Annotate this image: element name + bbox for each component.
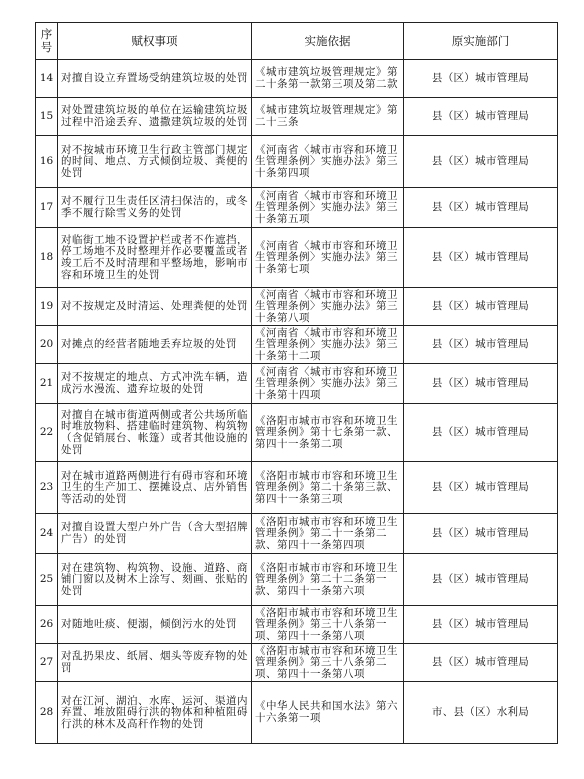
row-seq-no: 15 bbox=[36, 98, 58, 136]
row-department: 县（区）城市管理局 bbox=[404, 188, 558, 228]
table-header-row bbox=[36, 23, 558, 60]
row-seq-no: 14 bbox=[36, 60, 58, 98]
row-matter: 对在江河、湖泊、水库、运河、渠道内弃置、堆放阻碍行洪的物体和种植阻碍行洪的林木及高秆作物的处罚 bbox=[58, 682, 252, 744]
row-matter: 对不按规定及时清运、处理粪便的处罚 bbox=[58, 288, 252, 326]
row-basis: 《中华人民共和国水法》第六十六条第一项 bbox=[252, 682, 404, 744]
row-seq-no: 24 bbox=[36, 514, 58, 554]
authorization-table bbox=[35, 22, 558, 744]
row-matter: 对擅自设置大型户外广告（含大型招牌广告）的处罚 bbox=[58, 514, 252, 554]
row-basis: 《洛阳市城市市容和环境卫生管理条例》第十七条第一款、第四十一条第二项 bbox=[252, 404, 404, 462]
row-basis: 《河南省〈城市市容和环境卫生管理条例〉实施办法》第三十条第八项 bbox=[252, 288, 404, 326]
table-row bbox=[36, 136, 558, 188]
row-seq-no: 16 bbox=[36, 136, 58, 188]
row-seq-no: 28 bbox=[36, 682, 58, 744]
table-row bbox=[36, 404, 558, 462]
row-basis: 《城市建筑垃圾管理规定》第二十三条 bbox=[252, 98, 404, 136]
table-row bbox=[36, 228, 558, 288]
table-row bbox=[36, 98, 558, 136]
row-department: 县（区）城市管理局 bbox=[404, 288, 558, 326]
row-matter: 对擅自在城市街道两侧或者公共场所临时堆放物料、搭建临时建筑物、构筑物（含促销展台、帐篷）或者其他设施的处罚 bbox=[58, 404, 252, 462]
row-basis: 《洛阳市城市市容和环境卫生管理条例》第二十一条第二款、第四十一条第四项 bbox=[252, 514, 404, 554]
row-basis: 《洛阳市城市市容和环境卫生管理条例》第三十八条第一项、第四十一条第八项 bbox=[252, 606, 404, 644]
table-row bbox=[36, 188, 558, 228]
row-basis: 《洛阳市城市市容和环境卫生管理条例》第三十八条第二项、第四十一条第八项 bbox=[252, 644, 404, 682]
row-department: 县（区）城市管理局 bbox=[404, 364, 558, 404]
row-matter: 对擅自设立弃置场受纳建筑垃圾的处罚 bbox=[58, 60, 252, 98]
row-department: 县（区）城市管理局 bbox=[404, 644, 558, 682]
table-row bbox=[36, 554, 558, 606]
row-basis: 《洛阳市城市市容和环境卫生管理条例》第二十条第三款、第四十一条第三项 bbox=[252, 462, 404, 514]
row-department: 县（区）城市管理局 bbox=[404, 136, 558, 188]
row-matter: 对在城市道路两侧进行有碍市容和环境卫生的生产加工、摆摊设点、店外销售等活动的处罚 bbox=[58, 462, 252, 514]
table-row bbox=[36, 60, 558, 98]
row-seq-no: 20 bbox=[36, 326, 58, 364]
row-matter: 对不履行卫生责任区清扫保洁的，或冬季不履行除雪义务的处罚 bbox=[58, 188, 252, 228]
row-department: 县（区）城市管理局 bbox=[404, 606, 558, 644]
row-seq-no: 18 bbox=[36, 228, 58, 288]
row-basis: 《河南省〈城市市容和环境卫生管理条例〉实施办法》第三十条第五项 bbox=[252, 188, 404, 228]
row-department: 县（区）城市管理局 bbox=[404, 514, 558, 554]
table-row bbox=[36, 326, 558, 364]
row-department: 县（区）城市管理局 bbox=[404, 228, 558, 288]
row-seq-no: 19 bbox=[36, 288, 58, 326]
row-department: 县（区）城市管理局 bbox=[404, 554, 558, 606]
row-matter: 对在建筑物、构筑物、设施、道路、商铺门窗以及树木上涂写、刻画、张贴的处罚 bbox=[58, 554, 252, 606]
row-matter: 对不按规定的地点、方式冲洗车辆，造成污水漫流、遗弃垃圾的处罚 bbox=[58, 364, 252, 404]
row-seq-no: 25 bbox=[36, 554, 58, 606]
table-row bbox=[36, 462, 558, 514]
row-department: 县（区）城市管理局 bbox=[404, 98, 558, 136]
table-row bbox=[36, 288, 558, 326]
row-seq-no: 26 bbox=[36, 606, 58, 644]
row-matter: 对乱扔果皮、纸屑、烟头等废弃物的处罚 bbox=[58, 644, 252, 682]
row-matter: 对不按城市环境卫生行政主管部门规定的时间、地点、方式倾倒垃圾、粪便的处罚 bbox=[58, 136, 252, 188]
row-department: 县（区）城市管理局 bbox=[404, 60, 558, 98]
row-seq-no: 17 bbox=[36, 188, 58, 228]
table-row bbox=[36, 514, 558, 554]
row-matter: 对摊点的经营者随地丢弃垃圾的处罚 bbox=[58, 326, 252, 364]
row-department: 县（区）城市管理局 bbox=[404, 326, 558, 364]
row-matter: 对处置建筑垃圾的单位在运输建筑垃圾过程中沿途丢弃、遗撒建筑垃圾的处罚 bbox=[58, 98, 252, 136]
row-department: 县（区）城市管理局 bbox=[404, 462, 558, 514]
table-row bbox=[36, 364, 558, 404]
row-basis: 《河南省〈城市市容和环境卫生管理条例〉实施办法》第三十条第十四项 bbox=[252, 364, 404, 404]
row-seq-no: 21 bbox=[36, 364, 58, 404]
header-matter: 赋权事项 bbox=[58, 23, 252, 60]
row-basis: 《河南省〈城市市容和环境卫生管理条例〉实施办法》第三十条第七项 bbox=[252, 228, 404, 288]
header-seq-no: 序号 bbox=[36, 23, 58, 60]
table-row bbox=[36, 682, 558, 744]
row-department: 市、县（区）水利局 bbox=[404, 682, 558, 744]
row-basis: 《城市建筑垃圾管理规定》第二十条第一款第三项及第二款 bbox=[252, 60, 404, 98]
row-basis: 《河南省〈城市市容和环境卫生管理条例〉实施办法》第三十条第四项 bbox=[252, 136, 404, 188]
header-department: 原实施部门 bbox=[404, 23, 558, 60]
table-row bbox=[36, 644, 558, 682]
header-basis: 实施依据 bbox=[252, 23, 404, 60]
row-matter: 对临街工地不设置护栏或者不作遮挡，停工场地不及时整理并作必要覆盖或者竣工后不及时清理和平整场地，影响市容和环境卫生的处罚 bbox=[58, 228, 252, 288]
row-seq-no: 23 bbox=[36, 462, 58, 514]
row-seq-no: 27 bbox=[36, 644, 58, 682]
row-matter: 对随地吐痰、便溺，倾倒污水的处罚 bbox=[58, 606, 252, 644]
row-basis: 《河南省〈城市市容和环境卫生管理条例〉实施办法》第三十条第十二项 bbox=[252, 326, 404, 364]
table-row bbox=[36, 606, 558, 644]
row-seq-no: 22 bbox=[36, 404, 58, 462]
row-department: 县（区）城市管理局 bbox=[404, 404, 558, 462]
row-basis: 《洛阳市城市市容和环境卫生管理条例》第二十二条第一款、第四十一条第六项 bbox=[252, 554, 404, 606]
